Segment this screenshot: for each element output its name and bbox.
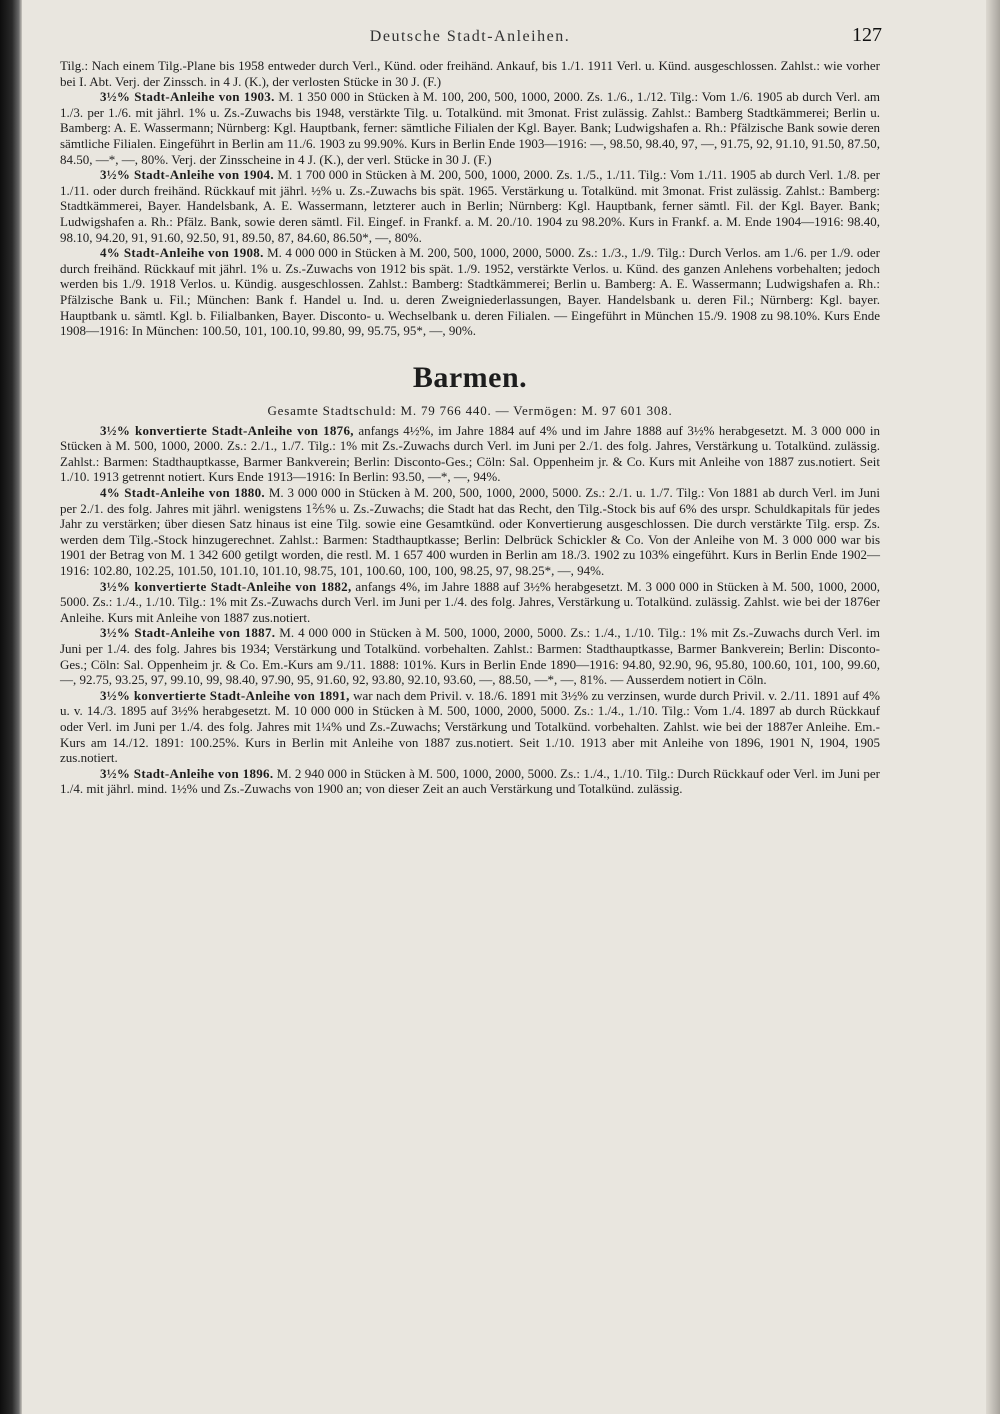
barmen-loan-1876 [60,423,880,485]
paragraph-text: anfangs 4½%, im Jahre 1884 auf 4% und im Jahre 1888 auf 3½% herabgesetzt. M. 3 000 000 in Stücken à M. 500, 1000, 2000. Zs.: 2./1., 1./7. Tilg.: 1% mit Zs.-Zuwachs durch Verl. im Juni per 2./1. des folg. Jahres, Verstärkung u. Totalkünd. zulässig. Zahlst.: Barmen: Stadthauptkasse, Barmer Bankverein; Berlin: Disconto-Ges.; Cöln: Sal. Oppenheim jr. & Co. Kurs mit Anleihe von 1887 zus.notiert. Seit 1./10. 1913 getrennt notiert. Kurs Ende 1913—1916: In Berlin: 93.50, —*, —, 94%. [60,422,880,485]
loan-title: 3½% konvertierte Stadt-Anleihe von 1876, [100,422,354,438]
barmen-loan-1887 [60,625,880,687]
page-header [60,24,880,58]
page-number: 127 [852,24,882,46]
loan-title: 3½% Stadt-Anleihe von 1896. [100,765,274,781]
loan-title: 3½% Stadt-Anleihe von 1887. [100,625,276,641]
paragraph-text: Tilg.: Nach einem Tilg.-Plane bis 1958 entweder durch Verl., Künd. oder freihänd. Ankauf, bis 1./1. 1911 Verl. u. Künd. ausgeschlossen. Zahlst.: wie vorher bei I. Abt. Verj. der Zinssch. in 4 J. (K.), der verlosten Stücke in 30 J. (F.) [60,58,880,89]
barmen-loan-1882 [60,579,880,626]
paragraph-text: M. 2 940 000 in Stücken à M. 500, 1000, 2000, 5000. Zs.: 1./4., 1./10. Tilg.: Durch Rückkauf oder Verl. im Juni per 1./4. mit jährl. mind. 1½% und Zs.-Zuwachs von 1900 an; von dieser Zeit an auch Verstärkung und Totalkünd. zulässig. [60,765,880,797]
city-heading-barmen: Barmen. [412,360,528,394]
paragraph-text: M. 4 000 000 in Stücken à M. 200, 500, 1000, 2000, 5000. Zs.: 1./3., 1./9. Tilg.: Durch Verlos. am 1./6. per 1./9. oder durch freihänd. Rückkauf mit jährl. 1% u. Zs.-Zuwachs von 1912 bis spät. 1./9. 1952, verstärkte Verlos. u. Künd. des ganzen Anlehens vorbehalten; jedoch werden bis 1./9. 1918 Verlos. u. Kündig. ausgeschlossen. Zahlst.: Bamberg: Stadtkämmerei; Berlin u. Bamberg: A. E. Wassermann; Ludwigshafen a. Rh.: Pfälzische Bank u. Fil.; München: Bank f. Handel u. Ind. u. deren Zweigniederlassungen, Bayer. Handelsbank u. deren Fil.; Nürnberg: Kgl. bayer. Hauptbank u. sämtl. Kgl. b. Filialbanken, Bayer. Disconto- u. Wechselbank u. deren Filialen. — Eingeführt in München 15./9. 1908 zu 98.10%. Kurs Ende 1908—1916: In München: 100.50, 101, 100.10, 99.80, 99, 95.75, 95*, —, 90%. [60,245,880,339]
bamberg-loan-1908 [60,245,880,339]
paragraph-text: M. 1 350 000 in Stücken à M. 100, 200, 500, 1000, 2000. Zs. 1./6., 1./12. Tilg.: Vom 1./6. 1905 ab durch Verl. am 1./3. per 1./6. mit jährl. 1% u. Zs.-Zuwachs bis 1948, verstärkte Tilg. u. Totalkünd. mit 3monat. Frist zulässig. Zahlst.: Bamberg Stadtkämmerei; Berlin u. Bamberg: A. E. Wassermann; Nürnberg: Kgl. Hauptbank, ferner: sämtliche Filialen der Kgl. Bayer. Bank; Ludwigshafen a. Rh.: Pfälzische Bank sowie deren sämtliche Filialen. Eingeführt in Berlin am 11./6. 1903 zu 99.90%. Kurs in Berlin Ende 1903—1916: —, 98.50, 98.40, 97, —, 91.75, 92, 91.10, 91.50, 87.50, 84.50, —*, —, 80%. Verj. der Zinsscheine in 4 J. (K.), der verl. Stücke in 30 J. (F.) [60,89,880,167]
document-page [60,24,880,797]
running-head: Deutsche Stadt-Anleihen. [369,28,571,45]
paragraph-text: anfangs 4%, im Jahre 1888 auf 3½% herabgesetzt. M. 3 000 000 in Stücken à M. 500, 1000, 2000, 5000. Zs.: 1./4., 1./10. Tilg.: 1% mit Zs.-Zuwachs durch Verl. im Juni per 1./4. des folg. Jahres, Verstärkung u. Totalkünd. zulässig. Zahlst. wie bei der 1876er Anleihe. Kurs mit Anleihe von 1887 zus.notiert. [60,578,880,625]
bamberg-loan-1903 [60,89,880,167]
barmen-loan-1896 [60,766,880,797]
loan-title: 4% Stadt-Anleihe von 1908. [100,245,264,261]
bamberg-loan-1904 [60,167,880,245]
book-binding-shadow [0,0,22,1414]
loan-title: 3½% konvertierte Stadt-Anleihe von 1882, [100,578,352,594]
loan-title: 3½% konvertierte Stadt-Anleihe von 1891, [100,687,350,703]
barmen-loan-1880 [60,485,880,579]
loan-title: 3½% Stadt-Anleihe von 1903. [100,89,275,105]
paragraph-text: M. 3 000 000 in Stücken à M. 200, 500, 1000, 2000, 5000. Zs.: 2./1. u. 1./7. Tilg.: Von 1881 ab durch Verl. im Juni per 2./1. des folg. Jahres mit jährl. wenigstens 1⅖% u. Zs.-Zuwachs; die Stadt hat das Recht, den Tilg.-Stock bis auf 6% des urspr. Schuldkapitals für jedes Jahr zu verstärken; über diesen Satz hinaus ist eine Tilg. sowie eine Gesamtkünd. oder Konvertierung ausgeschlossen. Die durch verstärkte Tilg. ersp. Zs. werden dem Tilg.-Stock hinzugerechnet. Zahlst.: Barmen: Stadthauptkasse; Berlin: Delbrück Schickler & Co. Von der Anleihe von M. 3 000 000 war bis 1901 der Betrag von M. 1 342 600 getilgt worden, die restl. M. 1 657 400 wurden in Berlin am 18./3. 1902 zu 103% eingeführt. Kurs in Berlin Ende 1902—1916: 102.80, 102.25, 101.50, 101.10, 101.10, 98.75, 101, 100.60, 100, 100, 98.25, 97, 98.25*, —, 94%. [60,485,881,579]
paragraph-text: war nach dem Privil. v. 18./6. 1891 mit 3½% zu verzinsen, wurde durch Privil. v. 2./11. 1891 auf 4% u. v. 14./3. 1895 auf 3½% herabgesetzt. M. 10 000 000 in Stücken à M. 500, 1000, 2000, 5000. Zs.: 1./4., 1./10. Tilg.: Vom 1./4. 1897 ab durch Rückkauf oder Verl. im Juni per 1./4. des folg. Jahres mit 1¼% und Zs.-Zuwachs; Verstärkung und Totalkünd. vorbehalten. Zahlst. wie bei der 1887er Anleihe. Em.-Kurs am 14./12. 1891: 100.25%. Kurs in Berlin mit Anleihe von 1887 zus.notiert. Seit 1./10. 1913 aber mit Anleihe von 1896, 1901 N, 1904, 1905 zus.notiert. [60,687,881,766]
loan-title: 4% Stadt-Anleihe von 1880. [100,485,265,501]
loan-title: 3½% Stadt-Anleihe von 1904. [100,167,274,183]
barmen-loan-1891 [60,688,880,766]
page-edge [986,0,1000,1414]
paragraph-text: M. 1 700 000 in Stücken à M. 200, 500, 1000, 2000. Zs. 1./5., 1./11. Tilg.: Vom 1./11. 1905 ab durch Verl. 1./8. per 1./11. oder durch freihänd. Rückkauf mit jährl. ½% u. Zs.-Zuwachs bis spät. 1965. Verstärkung u. Totalkünd. mit 3monat. Frist zulässig. Zahlst.: Bamberg: Stadtkämmerei, Bayer. Handelsbank, A. E. Wassermann, letzterer auch in Berlin; Nürnberg: Kgl. Hauptbank, ferner sämtl. Fil. der Kgl. Bayer. Bank; Ludwigshafen a. Rh.: Pfälz. Bank, sowie deren sämtl. Fil. Eingef. in Frankf. a. M. 20./10. 1904 zu 98.20%. Kurs in Frankf. a. M. Ende 1904—1916: 98.40, 98.10, 94.20, 91, 91.60, 92.50, 91, 89.50, 87, 84.60, 86.50*, —, 80%. [60,167,881,245]
bamberg-paragraph-tilg [60,58,880,89]
barmen-debt-summary: Gesamte Stadtschuld: M. 79 766 440. — Vermögen: M. 97 601 308. [267,402,673,418]
paragraph-text: M. 4 000 000 in Stücken à M. 500, 1000, 2000, 5000. Zs.: 1./4., 1./10. Tilg.: 1% mit Zs.-Zuwachs durch Verl. im Juni per 1./4. des folg. Jahres bis 1934; Verstärkung und Totalkünd. vorbehalten. Zahlst.: Barmen: Stadthauptkasse, Barmer Bankverein; Berlin: Disconto-Ges.; Cöln: Sal. Oppenheim jr. & Co. Em.-Kurs am 9./11. 1888: 101%. Kurs in Berlin Ende 1890—1916: 94.80, 92.90, 96, 95.80, 100.60, 101, 100, 99.60, —, 92.75, 93.25, 97, 99.10, 99, 98.40, 97.90, 95, 91.60, 92, 93.80, 92.10, 93.60, —, 88.50, —*, —, 81%. — Ausserdem notiert in Cöln. [60,625,880,688]
